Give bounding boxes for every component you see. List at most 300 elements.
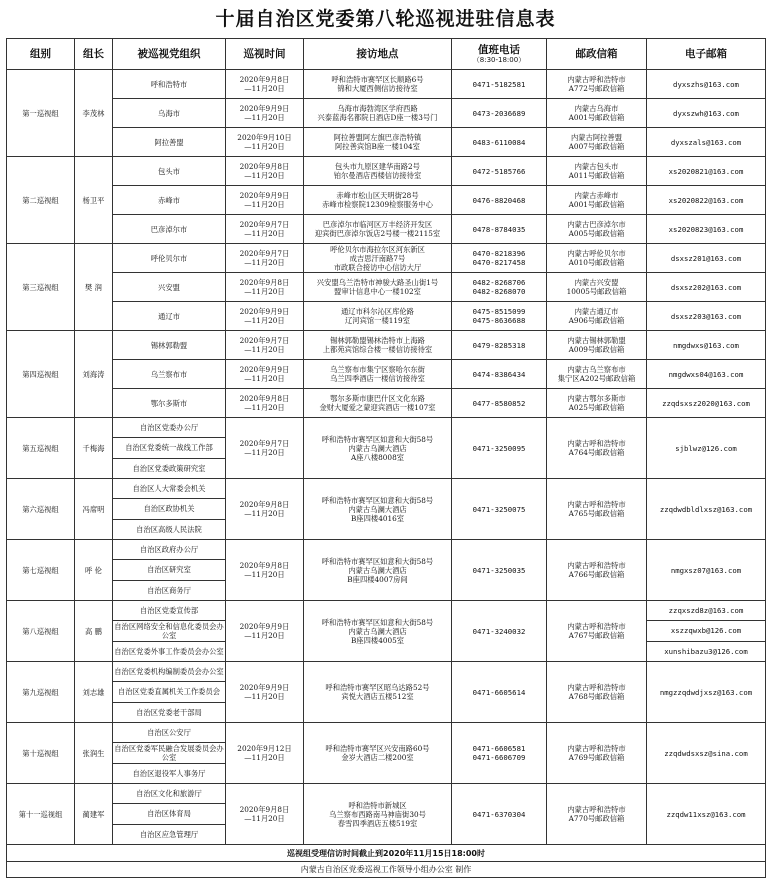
reception-place <box>304 418 452 479</box>
place-line: 金岁大酒店二楼200室 <box>341 753 414 762</box>
email-address[interactable]: xs2020821@163.com <box>647 157 766 186</box>
time-line: 2020年9月7日 <box>239 439 290 448</box>
time-line: 2020年9月9日 <box>239 365 290 374</box>
mailbox-line: A007号邮政信箱 <box>568 142 625 151</box>
place-line: B座四楼4007房间 <box>347 574 408 584</box>
group-name: 第十巡视组 <box>7 723 75 784</box>
email-address[interactable]: xszzqwxb@126.com <box>647 620 765 640</box>
place-line: 宾悦大酒店五楼512室 <box>341 692 414 701</box>
time-line: —11月20日 <box>244 753 285 762</box>
phone-line: 0473-2036689 <box>472 108 526 118</box>
mailbox-line: 内蒙古乌兰察布市 <box>567 365 626 374</box>
phone-line: 0482-8268706 <box>472 278 526 287</box>
phone-line: 0471-5182581 <box>472 79 526 89</box>
post-mailbox <box>547 479 647 540</box>
table-row <box>7 244 766 273</box>
time-line: —11月20日 <box>244 374 285 383</box>
inspected-org: 自治区高级人民法院 <box>113 519 225 539</box>
inspected-org: 自治区党委外事工作委员会办公室 <box>113 641 225 661</box>
phone-line: 0475-8515099 <box>472 307 526 316</box>
group-name: 第十一巡视组 <box>7 784 75 845</box>
inspection-time <box>226 360 304 389</box>
place-line: 呼和浩特市赛罕区兴安南路60号 <box>325 744 430 753</box>
time-line: —11月20日 <box>244 509 285 518</box>
group-leader: 张润生 <box>75 723 113 784</box>
email-address[interactable]: xunshibazu3@126.com <box>647 641 765 661</box>
time-line: 2020年9月8日 <box>239 278 290 287</box>
group-name: 第六巡视组 <box>7 479 75 540</box>
inspected-org: 乌海市 <box>113 99 226 128</box>
place-line: 锡林郭勒盟锡林浩特市上海路 <box>330 336 425 345</box>
place-line: 盟审计信息中心一楼102室 <box>334 287 421 296</box>
duty-phone <box>452 331 547 360</box>
header-email: 电子邮箱 <box>647 39 766 70</box>
time-line: —11月20日 <box>244 171 285 180</box>
mailbox-line: A768号邮政信箱 <box>568 692 625 701</box>
email-address[interactable]: dsxsz202@163.com <box>647 273 766 302</box>
time-line: —11月20日 <box>244 814 285 823</box>
duty-phone <box>452 662 547 723</box>
place-line: 乌兰四季酒店一楼信访接待室 <box>330 374 425 383</box>
table-row <box>7 157 766 186</box>
place-line: 阿拉善宾馆B座一楼104室 <box>335 142 420 151</box>
inspected-org: 自治区党委统一战线工作部 <box>113 437 225 457</box>
phone-line: 0471-3250075 <box>472 504 526 514</box>
phone-line: 0472-5185766 <box>472 166 526 176</box>
time-line: —11月20日 <box>244 229 285 238</box>
inspected-org: 包头市 <box>113 157 226 186</box>
mailbox-line: A906号邮政信箱 <box>568 316 625 325</box>
post-mailbox <box>547 723 647 784</box>
place-line: 迎宾街巴彦淖尔饭店2号楼一楼2115室 <box>314 229 441 238</box>
place-line: 锦和大厦西侧信访接待室 <box>337 84 418 93</box>
group-leader: 冯席明 <box>75 479 113 540</box>
phone-line: 0471-3240032 <box>472 626 526 636</box>
mailbox-line: A001号邮政信箱 <box>568 113 625 122</box>
email-address[interactable]: nmgxsz07@163.com <box>647 540 766 601</box>
place-line: 春雪四季酒店五楼519室 <box>337 818 418 828</box>
place-line: 呼和浩特市赛罕区如意和大街58号 <box>321 556 434 566</box>
inspection-time <box>226 215 304 244</box>
time-line: 2020年9月9日 <box>239 307 290 316</box>
inspected-org: 锡林郭勒盟 <box>113 331 226 360</box>
mailbox-line: A769号邮政信箱 <box>568 753 625 762</box>
inspected-org: 自治区党委机构编制委员会办公室 <box>114 667 224 677</box>
email-address[interactable]: dyxszals@163.com <box>647 128 766 157</box>
reception-place <box>304 244 452 273</box>
email-address[interactable]: dsxsz201@163.com <box>647 244 766 273</box>
inspected-org-list <box>113 601 226 662</box>
table-row <box>7 186 766 215</box>
post-mailbox <box>547 157 647 186</box>
group-leader: 刘海涛 <box>75 331 113 418</box>
email-list <box>647 601 766 662</box>
post-mailbox <box>547 662 647 723</box>
time-line: 2020年9月7日 <box>239 336 290 345</box>
inspection-time <box>226 273 304 302</box>
place-line: 内蒙古乌澜大酒店 <box>348 443 407 453</box>
inspected-org: 自治区应急管理厅 <box>113 824 225 844</box>
table-row <box>7 273 766 302</box>
place-line: 呼和浩特市赛罕区如意和大街58号 <box>321 434 434 444</box>
time-line: —11月20日 <box>244 692 285 701</box>
inspection-time <box>226 540 304 601</box>
inspection-time <box>226 302 304 331</box>
time-line: 2020年9月8日 <box>239 162 290 171</box>
phone-line: 0471-3250035 <box>472 565 526 575</box>
phone-line: 0483-6110084 <box>472 137 526 147</box>
inspected-org: 通辽市 <box>113 302 226 331</box>
producer-row <box>7 862 766 878</box>
phone-line: 0479-8285318 <box>472 340 526 350</box>
time-line: —11月20日 <box>244 258 285 267</box>
group-leader: 高 鹏 <box>75 601 113 662</box>
table-row <box>7 389 766 418</box>
group-name: 第八巡视组 <box>7 601 75 662</box>
mailbox-line: 内蒙古乌海市 <box>574 104 619 113</box>
mailbox-line: 集宁区A202号邮政信箱 <box>557 374 636 383</box>
inspection-time <box>226 128 304 157</box>
reception-place <box>304 540 452 601</box>
place-line: 巴彦淖尔市临河区万丰经济开发区 <box>322 220 433 229</box>
place-line: 阿拉善盟阿左旗巴彦浩特镇 <box>333 133 422 142</box>
duty-phone <box>452 215 547 244</box>
place-line: 呼和浩特市赛罕区如意和大街58号 <box>321 617 434 627</box>
time-line: 2020年9月9日 <box>239 104 290 113</box>
group-name: 第四巡视组 <box>7 331 75 418</box>
deadline-row <box>7 845 766 862</box>
email-address[interactable]: nmgdwxs04@163.com <box>647 360 766 389</box>
duty-phone <box>452 418 547 479</box>
place-line: 呼和浩特市赛罕区昭乌达路52号 <box>325 683 430 692</box>
mailbox-line: A005号邮政信箱 <box>568 229 625 238</box>
mailbox-line: A001号邮政信箱 <box>568 200 625 209</box>
mailbox-line: 内蒙古阿拉善盟 <box>570 133 623 142</box>
reception-place <box>304 389 452 418</box>
inspected-org: 赤峰市 <box>113 186 226 215</box>
duty-phone <box>452 601 547 662</box>
post-mailbox <box>547 360 647 389</box>
phone-line: 0477-8580852 <box>472 398 526 408</box>
place-line: 辽河宾馆一楼119室 <box>344 316 410 325</box>
post-mailbox <box>547 418 647 479</box>
producer-note: 内蒙古自治区党委巡视工作领导小组办公室 制作 <box>7 862 766 878</box>
header-phone-hours: （8:30-18:00） <box>472 56 526 64</box>
time-line: —11月20日 <box>244 84 285 93</box>
email-address[interactable]: zzqdw11xsz@163.com <box>647 784 766 845</box>
place-line: 乌兰察布市集宁区察哈尔东街 <box>330 365 425 374</box>
inspected-org: 自治区政协机关 <box>113 498 225 518</box>
email-address[interactable]: nmgzzqdwdjxsz@163.com <box>647 662 766 723</box>
inspected-org: 自治区党委宣传部 <box>139 606 199 616</box>
table-row <box>7 723 766 784</box>
group-leader: 千梅海 <box>75 418 113 479</box>
reception-place <box>304 662 452 723</box>
reception-place <box>304 128 452 157</box>
time-line: 2020年9月8日 <box>239 500 290 509</box>
mailbox-line: 内蒙古锡林郭勒盟 <box>567 336 626 345</box>
place-line: 市政联合接访中心信访大厅 <box>333 262 422 272</box>
time-line: 2020年9月7日 <box>239 249 290 258</box>
mailbox-line: 内蒙古巴彦淖尔市 <box>567 220 626 229</box>
reception-place <box>304 784 452 845</box>
phone-line: 0471-6370304 <box>472 809 526 819</box>
time-line: 2020年9月9日 <box>239 191 290 200</box>
duty-phone <box>452 70 547 99</box>
duty-phone <box>452 389 547 418</box>
inspected-org: 自治区党委老干部局 <box>113 702 225 722</box>
header-row <box>7 39 766 70</box>
inspected-org: 兴安盟 <box>113 273 226 302</box>
mailbox-line: 内蒙古呼和浩特市 <box>567 622 626 631</box>
post-mailbox <box>547 128 647 157</box>
inspected-org-list <box>113 723 226 784</box>
inspected-org: 自治区党委军民融合发展委员会办公室 <box>114 743 224 762</box>
table-row <box>7 540 766 601</box>
group-name: 第七巡视组 <box>7 540 75 601</box>
email-address[interactable]: dsxsz203@163.com <box>647 302 766 331</box>
duty-phone <box>452 723 547 784</box>
time-line: 2020年9月9日 <box>239 683 290 692</box>
inspection-time <box>226 723 304 784</box>
email-address[interactable]: sjblwz@126.com <box>647 418 766 479</box>
duty-phone <box>452 186 547 215</box>
table-row <box>7 784 766 845</box>
mailbox-line: 内蒙古赤峰市 <box>574 191 619 200</box>
inspection-info-table <box>6 38 766 878</box>
place-line: 铂尔曼酒店西楼信访接待室 <box>333 171 422 180</box>
place-line: 内蒙古乌澜大酒店 <box>348 565 407 575</box>
reception-place <box>304 99 452 128</box>
reception-place <box>304 215 452 244</box>
inspected-org-list <box>113 540 226 601</box>
duty-phone <box>452 784 547 845</box>
mailbox-line: A767号邮政信箱 <box>568 631 625 640</box>
phone-line: 0471-6605614 <box>472 687 526 697</box>
inspection-time <box>226 99 304 128</box>
mailbox-line: A765号邮政信箱 <box>568 509 625 518</box>
place-line: B座四楼4005室 <box>350 635 405 645</box>
deadline-note: 巡视组受理信访时间截止到2020年11月15日18:00时 <box>7 845 766 862</box>
place-line: 乌海市海勃湾区学府西路 <box>337 104 418 113</box>
email-address[interactable]: zzqdsxsz2020@163.com <box>647 389 766 418</box>
email-address[interactable]: xs2020823@163.com <box>647 215 766 244</box>
inspected-org-list <box>113 418 226 479</box>
header-place: 接访地点 <box>304 39 452 70</box>
time-line: 2020年9月7日 <box>239 220 290 229</box>
mailbox-line: 内蒙古呼和浩特市 <box>567 805 626 814</box>
table-row <box>7 418 766 479</box>
duty-phone <box>452 128 547 157</box>
mailbox-line: A764号邮政信箱 <box>568 448 625 457</box>
place-line: 金财大厦爱之蒙迎宾酒店一楼107室 <box>319 403 436 412</box>
mailbox-line: 内蒙古鄂尔多斯市 <box>567 394 626 403</box>
email-address[interactable]: dyxszhs@163.com <box>647 70 766 99</box>
place-line: B座四楼4016室 <box>350 513 405 523</box>
place-line: 成吉思汗南路7号 <box>349 253 406 263</box>
group-name: 第九巡视组 <box>7 662 75 723</box>
place-line: 鄂尔多斯市康巴什区文化东路 <box>330 394 425 403</box>
place-line: 包头市九原区建华南路2号 <box>335 162 420 171</box>
group-leader: 杨卫平 <box>75 157 113 244</box>
header-leader: 组长 <box>75 39 113 70</box>
place-line: A座八楼8008室 <box>350 452 405 462</box>
inspection-time <box>226 479 304 540</box>
duty-phone <box>452 273 547 302</box>
inspected-org: 自治区人大常委会机关 <box>132 484 206 494</box>
email-address[interactable]: dyxszwh@163.com <box>647 99 766 128</box>
duty-phone <box>452 244 547 273</box>
mailbox-line: A010号邮政信箱 <box>568 258 625 267</box>
header-mailbox: 邮政信箱 <box>547 39 647 70</box>
place-line: 通辽市科尔沁区库伦路 <box>341 307 414 316</box>
email-address[interactable]: nmgdwxs@163.com <box>647 331 766 360</box>
post-mailbox <box>547 215 647 244</box>
mailbox-line: 10005号邮政信箱 <box>566 287 627 296</box>
email-address[interactable]: zzqxszd8z@163.com <box>668 606 744 616</box>
inspected-org: 鄂尔多斯市 <box>113 389 226 418</box>
group-name: 第二巡视组 <box>7 157 75 244</box>
reception-place <box>304 360 452 389</box>
post-mailbox <box>547 331 647 360</box>
reception-place <box>304 157 452 186</box>
place-line: 呼伦贝尔市海拉尔区河东新区 <box>330 244 425 254</box>
group-leader: 呼 伦 <box>75 540 113 601</box>
reception-place <box>304 273 452 302</box>
group-leader: 樊 润 <box>75 244 113 331</box>
table-body <box>7 70 766 845</box>
duty-phone <box>452 360 547 389</box>
mailbox-line: 内蒙古呼和浩特市 <box>567 683 626 692</box>
duty-phone <box>452 479 547 540</box>
inspection-time <box>226 601 304 662</box>
phone-line: 0478-8784035 <box>472 224 526 234</box>
reception-place <box>304 70 452 99</box>
group-name: 第一巡视组 <box>7 70 75 157</box>
mailbox-line: 内蒙古兴安盟 <box>574 278 619 287</box>
time-line: —11月20日 <box>244 200 285 209</box>
time-line: —11月20日 <box>244 403 285 412</box>
inspected-org-list <box>113 662 226 723</box>
mailbox-line: 内蒙古呼和浩特市 <box>567 439 626 448</box>
post-mailbox <box>547 389 647 418</box>
inspected-org: 自治区退役军人事务厅 <box>113 763 225 783</box>
time-line: 2020年9月8日 <box>239 394 290 403</box>
time-line: —11月20日 <box>244 142 285 151</box>
place-line: 兴安盟乌兰浩特市神骏大路圣山街1号 <box>316 278 439 287</box>
table-row <box>7 662 766 723</box>
time-line: —11月20日 <box>244 631 285 640</box>
time-line: —11月20日 <box>244 448 285 457</box>
post-mailbox <box>547 601 647 662</box>
inspection-time <box>226 244 304 273</box>
phone-line: 0475-8636688 <box>472 316 526 325</box>
inspection-time <box>226 662 304 723</box>
inspected-org: 自治区文化和旅游厅 <box>136 789 202 799</box>
mailbox-line: 内蒙古呼伦贝尔市 <box>567 249 626 258</box>
duty-phone <box>452 99 547 128</box>
place-line: 赤峰市检察院12309检察服务中心 <box>322 200 433 209</box>
inspection-time <box>226 418 304 479</box>
reception-place <box>304 479 452 540</box>
time-line: 2020年9月9日 <box>239 622 290 631</box>
inspection-time <box>226 784 304 845</box>
time-line: 2020年9月8日 <box>239 561 290 570</box>
place-line: 呼和浩特市新城区 <box>348 800 407 810</box>
post-mailbox <box>547 186 647 215</box>
group-leader: 蔺建军 <box>75 784 113 845</box>
reception-place <box>304 723 452 784</box>
mailbox-line: 内蒙古呼和浩特市 <box>567 75 626 84</box>
mailbox-line: A772号邮政信箱 <box>568 84 625 93</box>
mailbox-line: A770号邮政信箱 <box>568 814 625 823</box>
post-mailbox <box>547 99 647 128</box>
mailbox-line: 内蒙古呼和浩特市 <box>567 744 626 753</box>
time-line: —11月20日 <box>244 345 285 354</box>
group-leader: 刘志雄 <box>75 662 113 723</box>
mailbox-line: A011号邮政信箱 <box>568 171 625 180</box>
phone-line: 0471-6606709 <box>472 753 526 762</box>
inspected-org: 自治区党委政策研究室 <box>113 458 225 478</box>
inspected-org-list <box>113 784 226 845</box>
time-line: 2020年9月12日 <box>237 744 292 753</box>
time-line: —11月20日 <box>244 113 285 122</box>
header-phone-label: 值班电话 <box>478 44 520 56</box>
post-mailbox <box>547 540 647 601</box>
inspected-org: 乌兰察布市 <box>113 360 226 389</box>
inspected-org: 呼伦贝尔市 <box>113 244 226 273</box>
phone-line: 0471-6606581 <box>472 744 526 753</box>
inspection-time <box>226 186 304 215</box>
post-mailbox <box>547 302 647 331</box>
place-line: 乌兰察布西路南马神庙街30号 <box>329 809 426 819</box>
table-row <box>7 215 766 244</box>
phone-line: 0476-8820468 <box>472 195 526 205</box>
group-leader: 李茂林 <box>75 70 113 157</box>
inspected-org: 自治区体育局 <box>113 803 225 823</box>
phone-line: 0482-8268070 <box>472 287 526 296</box>
time-line: —11月20日 <box>244 316 285 325</box>
mailbox-line: 内蒙古包头市 <box>574 162 619 171</box>
page-title: 十届自治区党委第八轮巡视进驻信息表 <box>215 8 556 30</box>
header-time: 巡视时间 <box>226 39 304 70</box>
inspected-org: 自治区商务厅 <box>113 580 225 600</box>
email-address[interactable]: zzqdwdbldlxsz@163.com <box>647 479 766 540</box>
header-phone <box>452 39 547 70</box>
time-line: 2020年9月10日 <box>237 133 292 142</box>
place-line: 内蒙古乌澜大酒店 <box>348 626 407 636</box>
table-row <box>7 70 766 99</box>
reception-place <box>304 331 452 360</box>
duty-phone <box>452 540 547 601</box>
duty-phone <box>452 302 547 331</box>
mailbox-line: 内蒙古呼和浩特市 <box>567 500 626 509</box>
inspected-org: 呼和浩特市 <box>113 70 226 99</box>
table-row <box>7 479 766 540</box>
post-mailbox <box>547 70 647 99</box>
place-line: 呼和浩特市赛罕区如意和大街58号 <box>321 495 434 505</box>
post-mailbox <box>547 244 647 273</box>
table-row <box>7 360 766 389</box>
reception-place <box>304 186 452 215</box>
email-address[interactable]: xs2020822@163.com <box>647 186 766 215</box>
post-mailbox <box>547 784 647 845</box>
mailbox-line: 内蒙古通辽市 <box>574 307 619 316</box>
inspected-org: 自治区网络安全和信息化委员会办公室 <box>114 621 224 640</box>
inspected-org: 自治区政府办公厅 <box>139 545 199 555</box>
email-address[interactable]: zzqdwdsxsz@sina.com <box>647 723 766 784</box>
post-mailbox <box>547 273 647 302</box>
